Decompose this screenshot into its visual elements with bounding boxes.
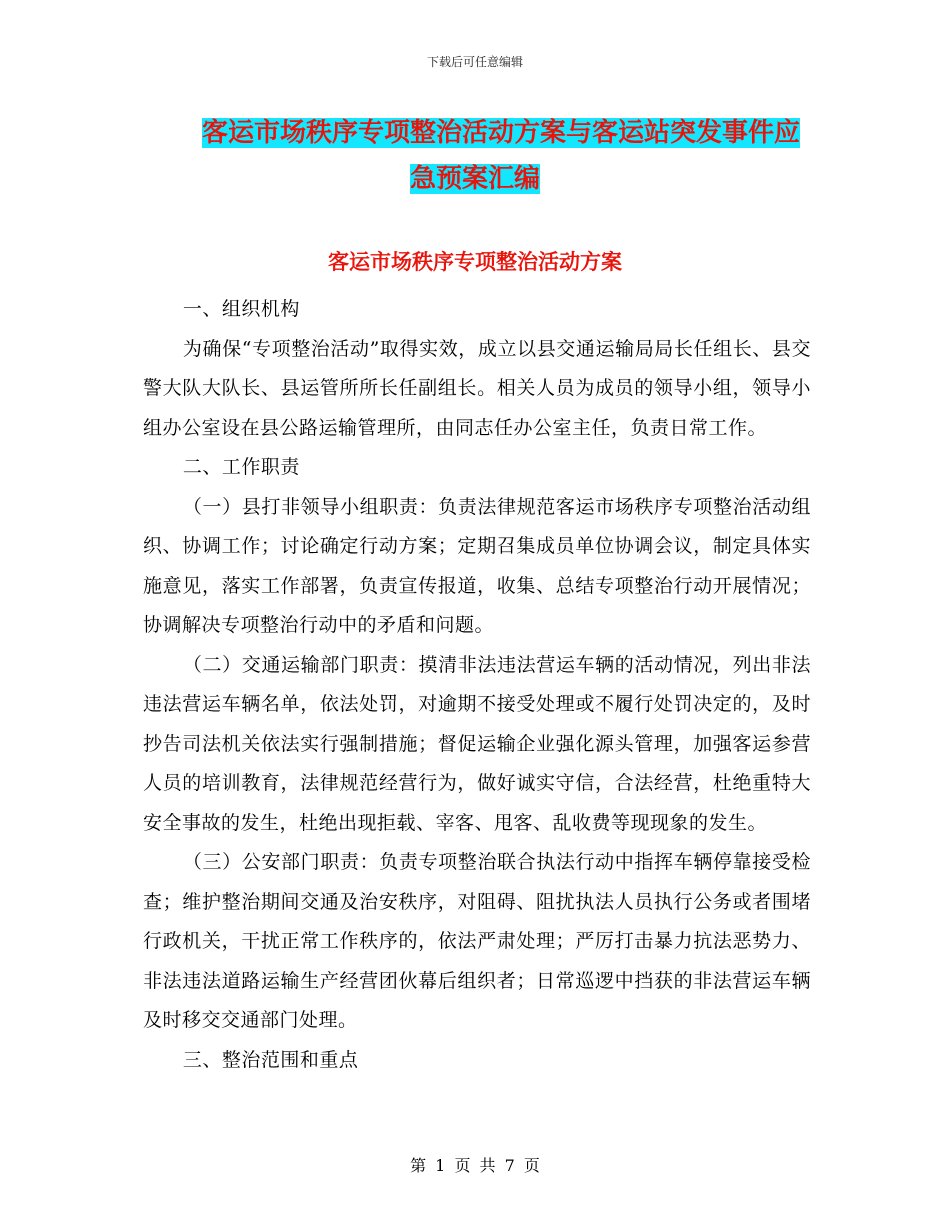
main-title-line-2: 急预案汇编 bbox=[409, 164, 540, 194]
page-header-note: 下载后可任意编辑 bbox=[426, 55, 523, 69]
paragraph-leadership-duties: （一）县打非领导小组职责：负责法律规范客运市场秩序专项整治活动组织、协调工作；讨论确定行动方案；定期召集成员单位协调会议，制定具体实施意见，落实工作部署，负责宣传报道，收集、总结专项整治行动开展情况；协调解决专项整治行动中的矛盾和问题。 bbox=[143, 495, 811, 636]
document-main-title bbox=[140, 110, 810, 202]
section-title: 客运市场秩序专项整治活动方案 bbox=[328, 250, 622, 274]
heading-scope: 三、整治范围和重点 bbox=[182, 1048, 359, 1071]
page-number-footer: 第 1 页 共 7 页 bbox=[410, 1156, 540, 1175]
main-title-line-1: 客运市场秩序专项整治活动方案与客运站突发事件应 bbox=[201, 118, 800, 148]
paragraph-organization: 为确保“专项整治活动”取得实效，成立以县交通运输局局长任组长、县交警大队大队长、县运管所所长任副组长。相关人员为成员的领导小组，领导小组办公室设在县公路运输管理所，由同志任办公室主任，负责日常工作。 bbox=[143, 337, 811, 439]
paragraph-transport-duties: （二）交通运输部门职责：摸清非法违法营运车辆的活动情况，列出非法违法营运车辆名单，依法处罚，对逾期不接受处理或不履行处罚决定的，及时抄告司法机关依法实行强制措施；督促运输企业强化源头管理，加强客运参营人员的培训教育，法律规范经营行为，做好诚实守信，合法经营，杜绝重特大安全事故的发生，杜绝出现拒载、宰客、甩客、乱收费等现现象的发生。 bbox=[143, 653, 811, 834]
paragraph-police-duties: （三）公安部门职责：负责专项整治联合执法行动中指挥车辆停靠接受检查；维护整治期间交通及治安秩序，对阻碍、阻扰执法人员执行公务或者围堵行政机关，干扰正常工作秩序的，依法严肃处理；严厉打击暴力抗法恶势力、非法违法道路运输生产经营团伙幕后组织者；日常巡逻中挡获的非法营运车辆及时移交交通部门处理。 bbox=[143, 851, 811, 1031]
heading-responsibilities: 二、工作职责 bbox=[182, 456, 300, 478]
heading-organization: 一、组织机构 bbox=[182, 298, 300, 320]
document-body bbox=[143, 290, 811, 1080]
